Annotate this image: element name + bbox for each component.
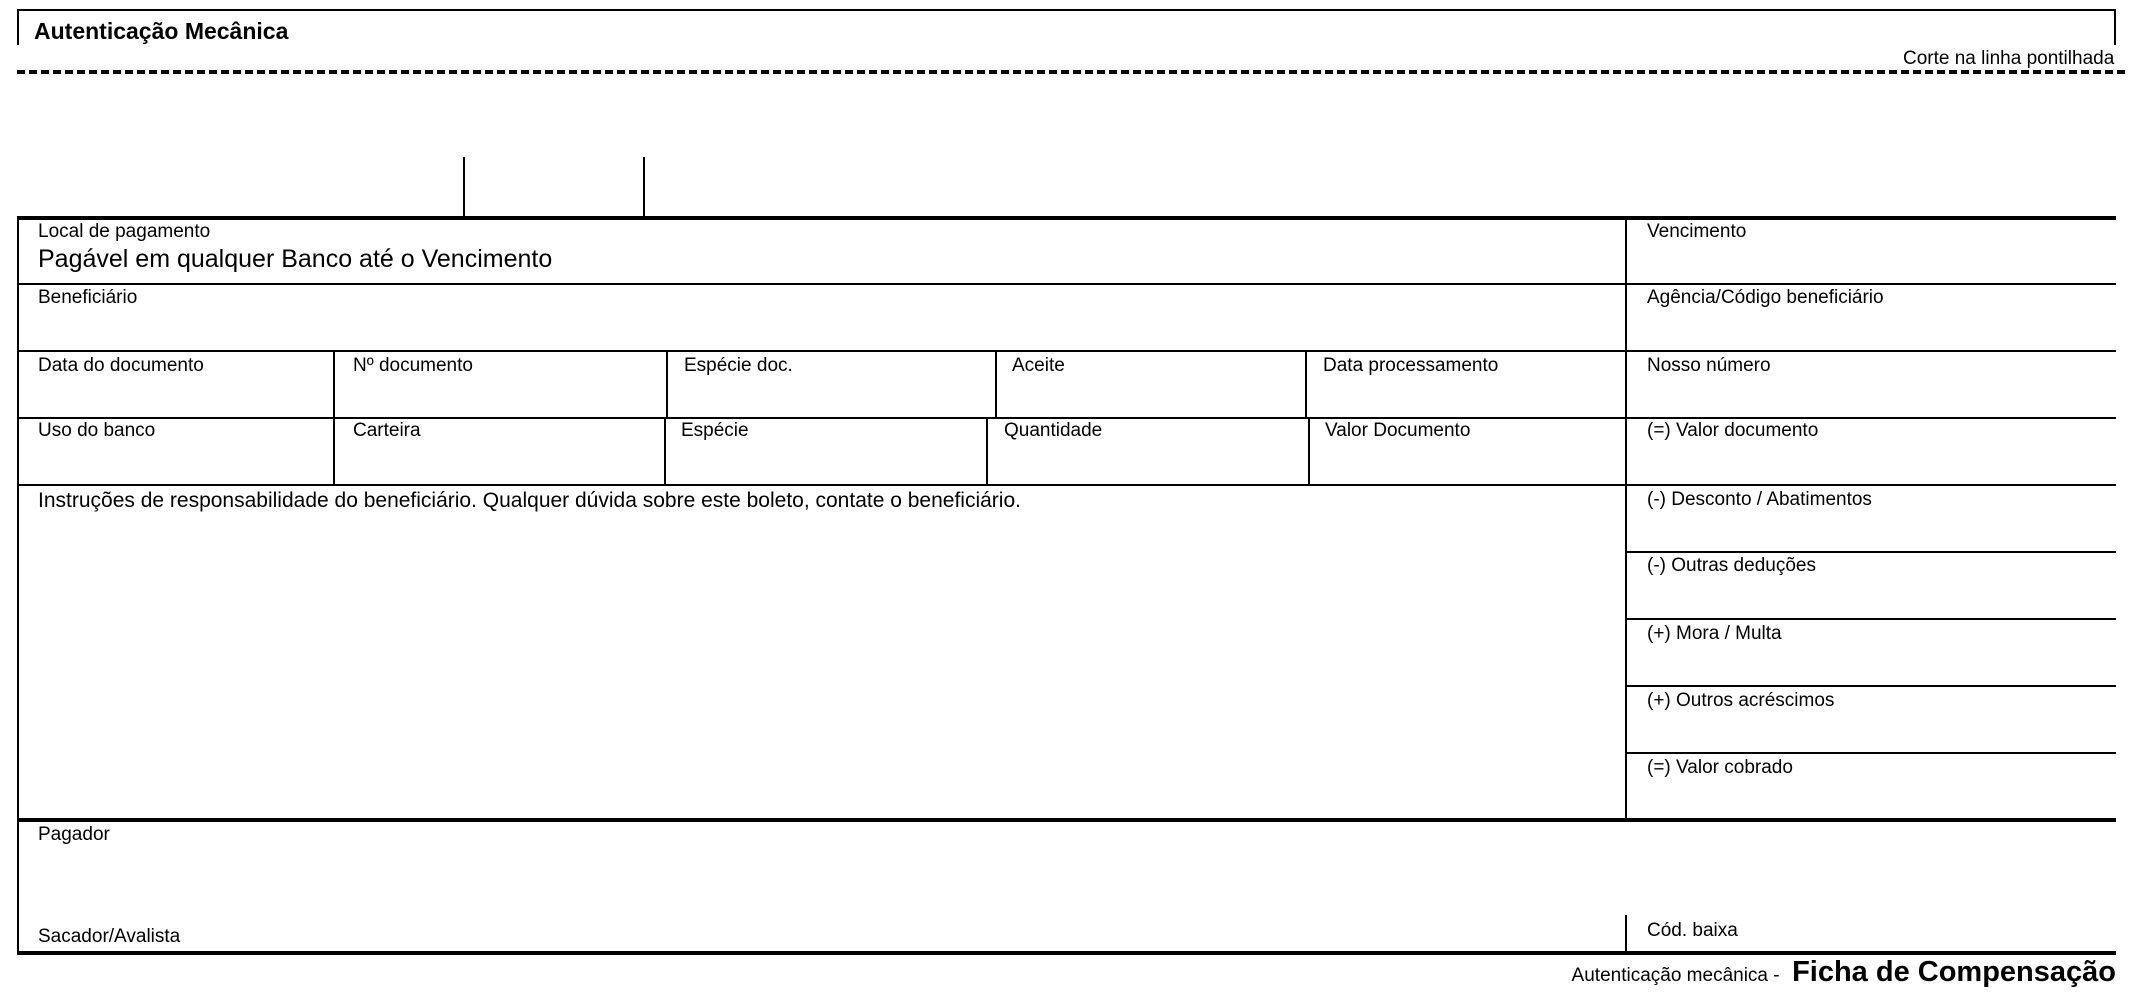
data-documento-label: Data do documento — [38, 355, 204, 376]
cut-dashed-line — [17, 70, 2125, 74]
top-left-edge — [17, 9, 19, 45]
mora-multa-label: (+) Mora / Multa — [1647, 623, 1782, 644]
row-line-1 — [17, 283, 2116, 285]
row2-divider-4 — [1308, 417, 1310, 486]
row1-divider-1 — [333, 350, 335, 419]
top-right-edge — [2114, 9, 2116, 45]
desconto-label: (-) Desconto / Abatimentos — [1647, 489, 1872, 510]
right-line-8 — [1625, 752, 2116, 754]
aceite-label: Aceite — [1012, 355, 1065, 376]
footer — [1572, 955, 2116, 994]
pagador-label: Pagador — [38, 824, 110, 845]
uso-banco-label: Uso do banco — [38, 420, 156, 441]
top-border — [17, 9, 2116, 11]
bank-code-divider-left — [463, 157, 465, 217]
row2-divider-3 — [986, 417, 988, 486]
row-line-4 — [17, 484, 2116, 486]
right-column-divider — [1625, 216, 1627, 820]
valor-cobrado-label: (=) Valor cobrado — [1647, 757, 1793, 778]
local-pagamento-label: Local de pagamento — [38, 221, 211, 242]
agencia-label: Agência/Código beneficiário — [1647, 287, 1884, 308]
frame-top-border — [17, 216, 2116, 220]
footer-mechanical-authentication: Autenticação mecânica - — [1571, 965, 1780, 986]
instrucoes-text: Instruções de responsabilidade do beneficiário. Qualquer dúvida sobre este boleto, contate o beneficiário. — [38, 489, 1021, 512]
row-line-3 — [17, 417, 2116, 419]
especie-doc-label: Espécie doc. — [684, 355, 793, 376]
sacador-avalista-label: Sacador/Avalista — [38, 926, 181, 947]
row1-divider-4 — [1305, 350, 1307, 419]
quantidade-label: Quantidade — [1004, 420, 1103, 441]
row2-divider-1 — [333, 417, 335, 486]
carteira-label: Carteira — [353, 420, 421, 441]
right-line-5 — [1625, 551, 2116, 553]
cod-baixa-label: Cód. baixa — [1647, 920, 1738, 941]
valor-documento-right-label: (=) Valor documento — [1647, 420, 1819, 441]
frame-left-border — [17, 216, 19, 954]
vencimento-label: Vencimento — [1647, 221, 1747, 242]
row1-divider-3 — [995, 350, 997, 419]
data-processamento-label: Data processamento — [1323, 355, 1499, 376]
row2-divider-2 — [664, 417, 666, 486]
pagador-top-border — [17, 818, 2116, 822]
especie-label: Espécie — [681, 420, 749, 441]
outras-deducoes-label: (-) Outras deduções — [1647, 555, 1816, 576]
row-line-2 — [17, 350, 2116, 352]
local-pagamento-value: Pagável em qualquer Banco até o Vencimento — [38, 245, 553, 273]
cut-line-note: Corte na linha pontilhada — [1903, 48, 2115, 69]
bank-code-divider-right — [643, 157, 645, 217]
valor-documento-label: Valor Documento — [1325, 420, 1471, 441]
mechanical-authentication-title: Autenticação Mecânica — [34, 18, 289, 44]
cod-baixa-divider — [1625, 915, 1627, 953]
n-documento-label: Nº documento — [353, 355, 473, 376]
beneficiario-label: Beneficiário — [38, 287, 138, 308]
right-line-6 — [1625, 618, 2116, 620]
right-line-7 — [1625, 685, 2116, 687]
nosso-numero-label: Nosso número — [1647, 355, 1771, 376]
outros-acrescimos-label: (+) Outros acréscimos — [1647, 690, 1835, 711]
row1-divider-2 — [666, 350, 668, 419]
footer-compensation-slip: Ficha de Compensação — [1792, 956, 2116, 988]
